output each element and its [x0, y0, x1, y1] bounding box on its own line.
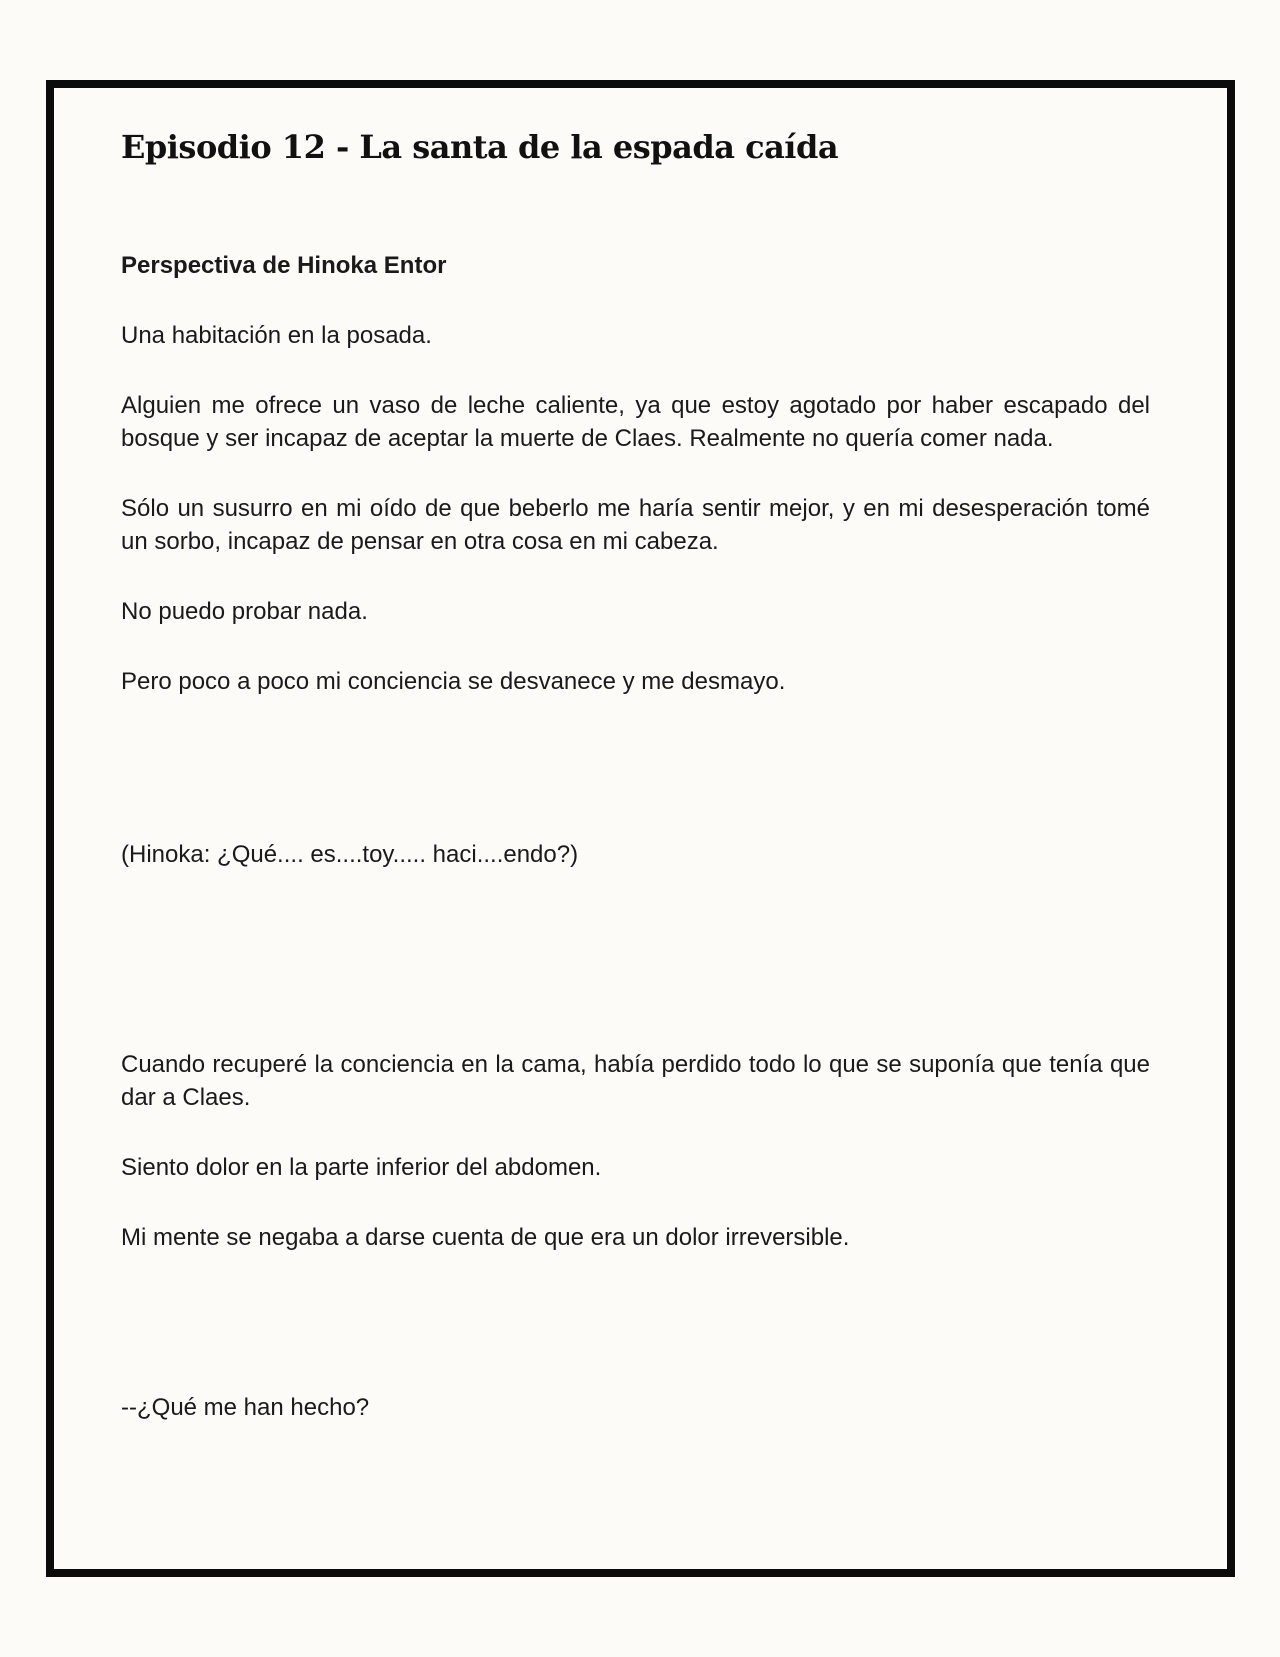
paragraph-setting: Una habitación en la posada. — [121, 322, 432, 349]
perspective-heading: Perspectiva de Hinoka Entor — [121, 252, 447, 279]
text-line: bosque y ser incapaz de aceptar la muerte de Claes. Realmente no quería comer nada. — [121, 425, 1054, 452]
blank-space — [121, 735, 1150, 838]
paragraph-faint: Pero poco a poco mi conciencia se desvanece y me desmayo. — [121, 668, 786, 695]
text-line: Alguien me ofrece un vaso de leche caliente, ya que estoy agotado por haber escapado del — [121, 392, 1150, 419]
text-line: un sorbo, incapaz de pensar en otra cosa en mi cabeza. — [121, 528, 719, 555]
blank-space — [121, 1291, 1150, 1391]
page-border-frame — [46, 80, 1235, 1577]
paragraph-denial: Mi mente se negaba a darse cuenta de que era un dolor irreversible. — [121, 1224, 850, 1251]
text-line: Cuando recuperé la conciencia en la cama, había perdido todo lo que se suponía que tenía que — [121, 1051, 1150, 1078]
paragraph-pain: Siento dolor en la parte inferior del abdomen. — [121, 1154, 602, 1181]
paragraph-taste: No puedo probar nada. — [121, 598, 368, 625]
chapter-title: Episodio 12 - La santa de la espada caída — [121, 128, 839, 166]
paragraph-awakening — [121, 1048, 1150, 1114]
text-line: Sólo un susurro en mi oído de que beberlo me haría sentir mejor, y en mi desesperación tomé — [121, 495, 1150, 522]
blank-space — [121, 908, 1150, 1048]
paragraph-whisper — [121, 492, 1150, 558]
paragraph-milk — [121, 389, 1150, 455]
paragraph-hinoka-thought: (Hinoka: ¿Qué.... es....toy..... haci....endo?) — [121, 841, 579, 868]
paragraph-question: --¿Qué me han hecho? — [121, 1394, 370, 1421]
text-line: dar a Claes. — [121, 1084, 251, 1111]
